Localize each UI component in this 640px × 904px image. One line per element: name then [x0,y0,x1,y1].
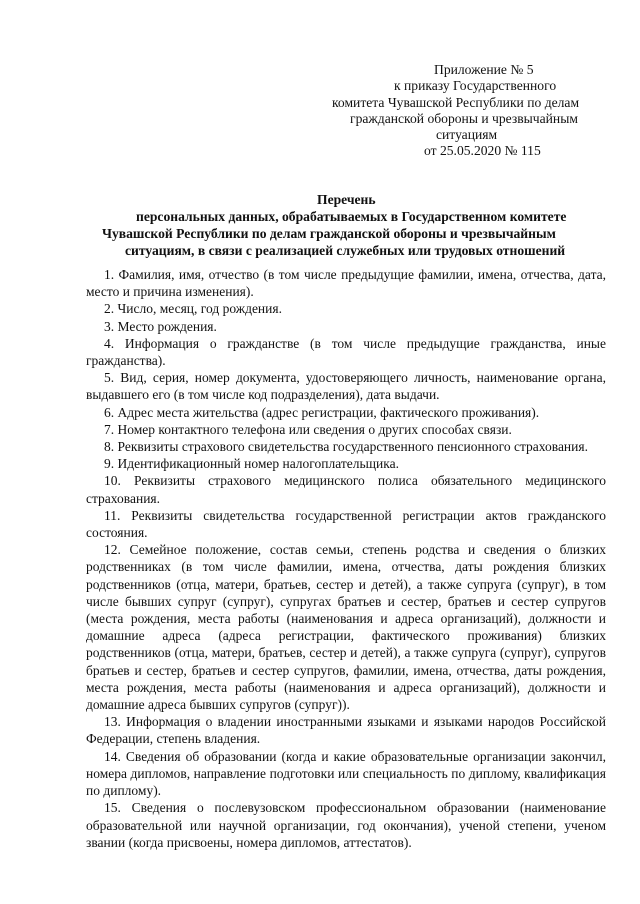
list-item: 4. Информация о гражданстве (в том числе предыдущие гражданства, иные гражданства). [86,335,606,369]
list-item: 13. Информация о владении иностранными языками и языками народов Российской Федерации, степень владения. [86,714,606,747]
appendix-committee-line: ситуациям [436,127,498,143]
document-title [86,191,606,259]
list-item: 5. Вид, серия, номер документа, удостоверяющего личность, наименование органа, выдавшего его (в том числе код подразделения), дата выдачи. [86,370,606,403]
title-line: ситуациям, в связи с реализацией служебных или трудовых отношений [125,243,566,258]
list-item: 10. Реквизиты страхового медицинского полиса обязательного медицинского страхования. [86,473,606,506]
title-line: персональных данных, обрабатываемых в Государственном комитете [136,209,567,224]
appendix-order-ref: к приказу Государственного [394,78,557,94]
appendix-header [332,62,604,160]
list-item: 1. Фамилия, имя, отчество (в том числе предыдущие фамилии, имена, отчества, дата, место и причина изменения). [86,267,606,300]
list-item: 8. Реквизиты страхового свидетельства государственного пенсионного страхования. [104,439,588,455]
appendix-date: от 25.05.2020 № 115 [424,143,541,159]
appendix-number: Приложение № 5 [434,62,534,77]
title-line: Чувашской Республики по делам гражданской обороны и чрезвычайным [102,226,556,241]
list-item: 9. Идентификационный номер налогоплательщика. [104,456,399,472]
list-item: 12. Семейное положение, состав семьи, степень родства и сведения о близких родственниках (в том числе фамилии, имена, отчества, даты рождения близких родственников (отца, матери, братьев, сестер и детей), а также супруга (супруг), в том числе бывших супруг (супруг), супругах братьев и сестер, братьев и сестер супругов (места рождения, места работы (наименования и адреса организаций), должности и домашние адреса (адреса регистрации, фактического проживания) близких родственников (отца, матери, братьев, сестер и детей), а также супруга (супруг), супругов братьев и сестер, братьев и сестер супругов, фамилии, имена, отчества, даты рождения, места рождения, места работы (наименования и адреса организаций), должности и домашние адреса бывших супругов (супруг)). [86,542,606,713]
list-item: 11. Реквизиты свидетельства государственной регистрации актов гражданского состояния. [86,507,606,541]
personal-data-list [86,266,606,851]
list-item: 3. Место рождения. [104,318,217,334]
list-item: 15. Сведения о послевузовском профессиональном образовании (наименование образовательной или научной организации, год окончания), ученой степени, ученом звании (когда присвоены, номера дипломов, аттестатов). [86,800,606,850]
appendix-committee-line: гражданской обороны и чрезвычайным [350,110,578,126]
list-item: 6. Адрес места жительства (адрес регистрации, фактического проживания). [104,404,540,420]
list-item: 14. Сведения об образовании (когда и какие образовательные организации закончил, номера дипломов, направление подготовки или специальность по диплому, квалификация по диплому). [86,748,606,799]
list-item: 2. Число, месяц, год рождения. [104,301,282,317]
title-heading: Перечень [317,192,376,207]
appendix-committee-line: комитета Чувашской Республики по делам [332,94,580,110]
list-item: 7. Номер контактного телефона или сведения о других способах связи. [104,421,512,437]
